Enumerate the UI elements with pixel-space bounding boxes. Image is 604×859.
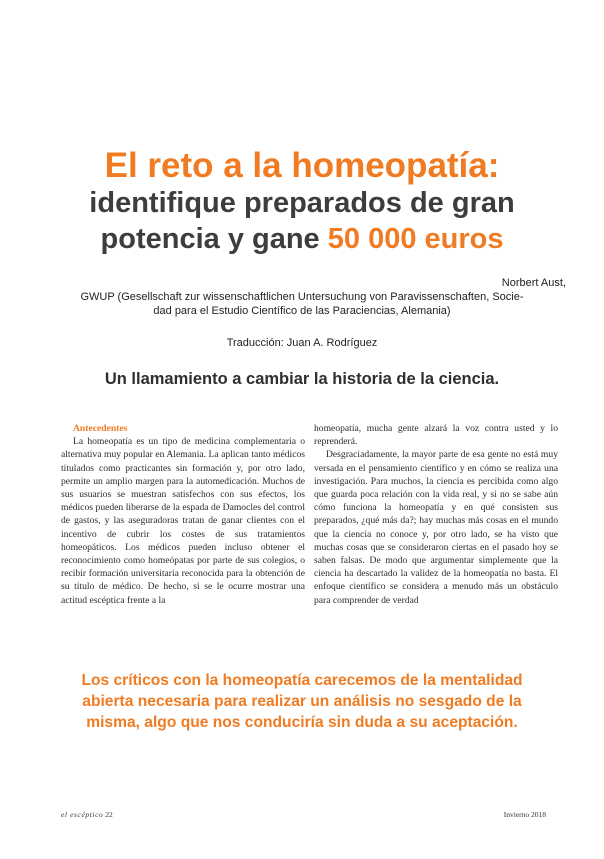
magazine-name: el escéptico [61, 810, 104, 819]
title-line-2: identifique preparados de gran [89, 187, 515, 219]
byline [38, 276, 566, 318]
article-subtitle: Un llamamiento a cambiar la historia de la ciencia. [104, 370, 500, 388]
title-line-1: El reto a la homeopatía: [104, 146, 500, 185]
title-line-3 [30, 221, 574, 257]
body-column-right [314, 422, 558, 607]
section-heading-antecedentes: Antecedentes [73, 423, 128, 434]
body-column-left [61, 422, 305, 607]
pull-quote-line-1: Los críticos con la homeopatía carecemos de la mentalidad [81, 672, 523, 689]
title-line-3-start: potencia y gane [100, 223, 328, 255]
pull-quote [60, 670, 544, 733]
page-number: 22 [105, 810, 113, 819]
body-paragraph-1-continued: homeopatía, mucha gente alzará la voz contra usted y lo reprenderá. [314, 423, 558, 448]
title-prize-amount: 50 000 euros [327, 223, 504, 255]
author-affiliation-line-1: GWUP (Gesellschaft zur wissenschaftlichen Untersuchung von Paravissenschaften, Socie- [80, 291, 524, 303]
footer-issue: Invierno 2018 [503, 810, 546, 819]
footer-left [61, 810, 113, 819]
author-affiliation-line-2: dad para el Estudio Científico de las Paraciencias, Alemania) [153, 305, 451, 317]
body-paragraph-2: Desgraciadamente, la mayor parte de esa gente no está muy versada en el pensamiento científico y en cómo se realiza una investigación. Para muchos, la ciencia es percibida como algo que guarda poca relación con la vida real, y si no se sabe aún cómo funciona la homeopatía y en qué consisten sus preparados, ¿qué más da?; hay muchas más cosas en el mundo que la ciencia no conoce y, por otro lado, se ha visto que muchas cosas que se consideraron ciertas en el pasado hoy se saben falsas. De modo que argumentar simplemente que la ciencia ha descartado la validez de la homeopatía no basta. El enfoque científico se considera a menudo más un obstáculo para comprender de verdad [314, 449, 558, 606]
translation-credit: Traducción: Juan A. Rodríguez [226, 337, 378, 349]
pull-quote-line-2: abierta necesaria para realizar un análisis no sesgado de la [82, 693, 522, 710]
pull-quote-line-3: misma, algo que nos conduciría sin duda a su aceptación. [86, 714, 518, 731]
body-paragraph-1: La homeopatía es un tipo de medicina complementaria o alternativa muy popular en Alemania. La aplican tanto médicos titulados como practicantes sin formación y, por otro lado, permite un amplio margen para la automedicación. Muchos de sus usuarios se muestran satisfechos con sus efectos, los médicos pueden liberarse de la espada de Damocles del control de gastos, y las aseguradoras tratan de ganar clientes con el incentivo de cubrir los costes de sus tratamientos homeopáticos. Los médicos pueden incluso obtener el reconocimiento como homeópatas por parte de sus colegios, o recibir formación universitaria reconocida para la obtención de su título de médico. De hecho, si se le ocurre mostrar una actitud escéptica frente a la [61, 436, 305, 606]
article-title [30, 146, 574, 257]
author-name: Norbert Aust, [501, 277, 566, 289]
